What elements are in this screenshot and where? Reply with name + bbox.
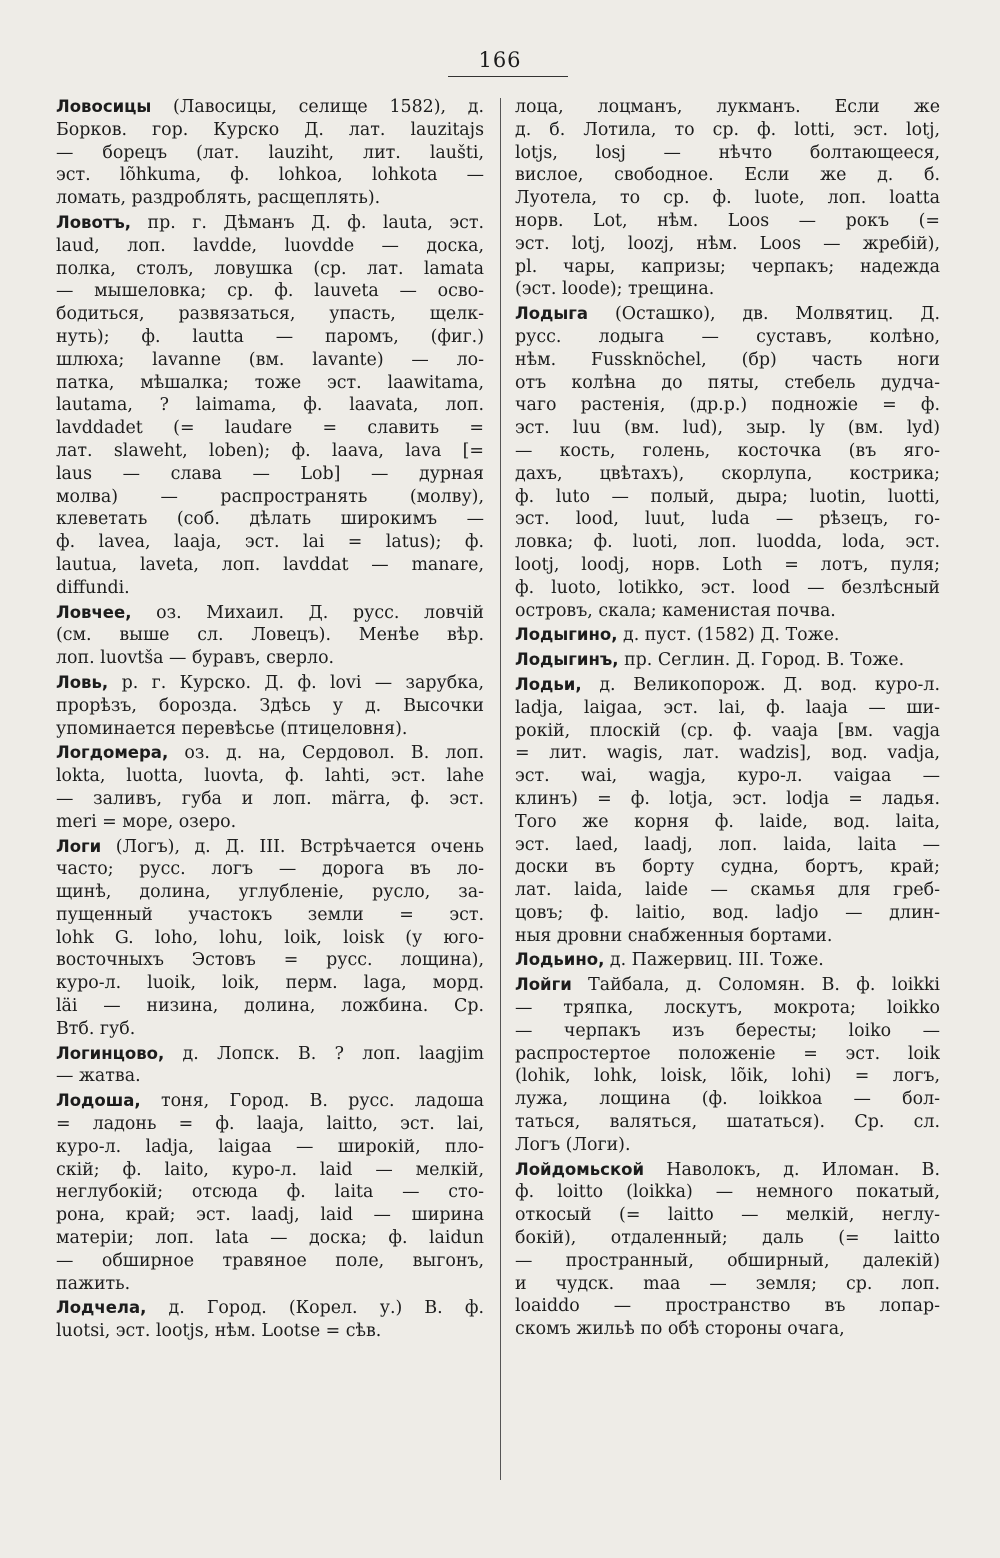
entry-text: лоца, лоцманъ, лукманъ. Если же	[515, 97, 940, 117]
header-rule	[448, 76, 568, 77]
entry-text: — жатва.	[56, 1066, 141, 1087]
entry-headword: Лодоша,	[56, 1091, 141, 1111]
entry-text: lootj, loodj, норв. Loth = лотъ, пуля;	[515, 554, 940, 575]
entry-line	[56, 303, 484, 326]
entry-line	[56, 1297, 484, 1320]
entry-line	[56, 508, 484, 531]
entry-line	[56, 1159, 484, 1182]
entry-text: lokta, luotta, luovta, ф. lahti, эст. lahe	[56, 766, 484, 787]
entry-line	[56, 280, 484, 303]
entry-line	[515, 278, 940, 301]
entry-text: клинъ) = ф. lotja, эст. lodja = ладья.	[515, 788, 940, 809]
entry-line	[56, 788, 484, 811]
entry-headword: Лодыгинъ,	[515, 650, 619, 670]
entry-text: Того же корня ф. laide, вод. laita,	[515, 811, 940, 832]
dictionary-entry	[56, 602, 484, 670]
entry-text: = ладонь = ф. laaja, laitto, эст. lai,	[56, 1114, 484, 1135]
entry-text: ныя дровни снабженныя бортами.	[515, 925, 833, 946]
entry-text: пажить.	[56, 1273, 131, 1294]
entry-line	[515, 856, 940, 879]
entry-text: ломать, раздроблять, расщеплять).	[56, 188, 381, 209]
entry-line	[515, 1181, 940, 1204]
entry-text: оз. д. на, Сердовол. В. лоп.	[168, 743, 484, 764]
entry-text: эст. luu (вм. lud), зыр. ly (вм. lyd)	[515, 418, 940, 439]
entry-line	[515, 624, 940, 647]
entry-text: цовъ; ф. laitio, вод. ladjo — длин-	[515, 902, 940, 923]
entry-line	[515, 508, 940, 531]
entry-line	[515, 811, 940, 834]
entry-text: эст. lotj, loozj, нѣм. Loos — жребій),	[515, 233, 940, 254]
entry-text: д. Лопск. В. ? лоп. laagjim	[164, 1043, 484, 1064]
entry-line	[515, 1134, 940, 1157]
entry-line	[56, 624, 484, 647]
entry-text: — пространный, обширный, далекій)	[515, 1250, 940, 1271]
entry-text: Логъ (Логи).	[515, 1134, 631, 1155]
entry-line	[56, 695, 484, 718]
dictionary-entry	[56, 742, 484, 833]
entry-text: оз. Михаил. Д. русс. ловчій	[131, 602, 484, 623]
entry-text: эст. laed, laadj, лоп. laida, laita —	[515, 834, 940, 855]
entry-text: пр. Сеглин. Д. Город. В. Тоже.	[618, 650, 905, 671]
entry-text: неглубокій; отсюда ф. laita — сто-	[56, 1182, 484, 1203]
entry-text: ф. lavea, laaja, эст. lai = latus); ф.	[56, 532, 484, 553]
entry-line	[56, 372, 484, 395]
dictionary-entry	[56, 212, 484, 600]
entry-line	[515, 649, 940, 672]
entry-text: Тайбала, д. Соломян. В. ф. loikki	[571, 975, 940, 996]
column-divider	[500, 98, 501, 1480]
entry-text: островъ, скала; каменистая почва.	[515, 600, 836, 621]
entry-line	[515, 486, 940, 509]
dictionary-entry	[515, 624, 940, 647]
entry-headword: Ловчее,	[56, 602, 132, 622]
entry-line	[56, 995, 484, 1018]
entry-text: вислое, свободное. Если же д. б.	[515, 165, 940, 186]
entry-line	[515, 349, 940, 372]
entry-text: Луотела, то ср. ф. luote, лоп. loatta	[515, 188, 940, 209]
entry-line	[56, 164, 484, 187]
entry-text: lotjs, losj — нѣчто болтающееся,	[515, 142, 940, 163]
entry-text: ф. luto — полый, дыра; luotin, luotti,	[515, 486, 940, 507]
entry-text: пущенный участокъ земли = эст.	[56, 904, 484, 925]
entry-text: diffundi.	[56, 577, 130, 598]
entry-text: тоня, Город. В. русс. ладоша	[140, 1091, 484, 1112]
entry-line	[515, 417, 940, 440]
entry-line	[515, 788, 940, 811]
entry-text: норв. Lot, нѣм. Loos — рокъ (=	[515, 210, 940, 231]
entry-text: (lohik, lohk, loisk, lõik, lohi) = логъ,	[515, 1066, 940, 1087]
entry-text: ф. loitto (loikka) — немного покатый,	[515, 1182, 940, 1203]
entry-line	[56, 531, 484, 554]
entry-text: лоп. luovtša — буравъ, сверло.	[56, 648, 335, 669]
entry-headword: Лодьи,	[515, 674, 582, 694]
entry-line	[515, 440, 940, 463]
entry-line	[56, 235, 484, 258]
entry-line	[56, 486, 484, 509]
entry-line	[56, 1227, 484, 1250]
right-column	[515, 96, 940, 1343]
entry-line	[56, 972, 484, 995]
entry-text: прорѣзъ, борозда. Здѣсь у д. Высочки	[56, 695, 484, 716]
entry-line	[515, 119, 940, 142]
entry-headword: Лойдомьской	[515, 1159, 645, 1179]
entry-line	[515, 879, 940, 902]
entry-line	[515, 372, 940, 395]
entry-text: куро-л. ladja, laigaa — широкій, пло-	[56, 1136, 484, 1157]
entry-line	[56, 577, 484, 600]
entry-line	[515, 949, 940, 972]
entry-text: д. Великопорож. Д. вод. куро-л.	[581, 674, 940, 695]
entry-text: таться, валяться, шататься). Ср. сл.	[515, 1112, 940, 1133]
entry-line	[56, 119, 484, 142]
entry-line	[56, 349, 484, 372]
dictionary-entry	[56, 1297, 484, 1343]
dictionary-entry	[56, 96, 484, 210]
entry-line	[515, 256, 940, 279]
entry-line	[56, 927, 484, 950]
entry-line	[515, 674, 940, 697]
entry-text: (Лавосицы, селище 1582), д.	[151, 97, 484, 117]
dictionary-entry	[515, 303, 940, 622]
entry-line	[515, 326, 940, 349]
entry-line	[56, 1018, 484, 1041]
entry-text: распростертое положеніе = эст. loik	[515, 1043, 940, 1064]
entry-text: доски въ борту судна, бортъ, край;	[515, 857, 940, 878]
entry-text: д. Город. (Корел. у.) В. ф.	[146, 1298, 484, 1319]
entry-line	[56, 417, 484, 440]
entry-line	[515, 1111, 940, 1134]
entry-line	[56, 96, 484, 119]
entry-text: — кость, голень, косточка (въ яго-	[515, 440, 940, 461]
entry-line	[56, 394, 484, 417]
entry-text: откосый (= laitto — мелкій, неглу-	[515, 1205, 940, 1226]
entry-text: lautama, ? laimama, ф. laavata, лоп.	[56, 395, 484, 416]
entry-text: щинѣ, долина, углубленіе, русло, за-	[56, 882, 484, 903]
entry-line	[56, 1204, 484, 1227]
entry-text: luotsi, эст. lootjs, нѣм. Lootse = сѣв.	[56, 1321, 382, 1342]
entry-headword: Лодчела,	[56, 1298, 147, 1318]
entry-text: лужа, лощина (ф. loikkoa — бол-	[515, 1089, 940, 1110]
dictionary-entry	[515, 1159, 940, 1341]
entry-text: д. б. Лотила, то ср. ф. lotti, эст. lotj,	[515, 119, 940, 140]
entry-line	[515, 600, 940, 623]
entry-line	[515, 997, 940, 1020]
entry-line	[56, 1136, 484, 1159]
entry-line	[56, 949, 484, 972]
entry-text: laus — слава — Lob] — дурная	[56, 463, 484, 484]
entry-line	[56, 672, 484, 695]
entry-line	[515, 1159, 940, 1182]
entry-text: рона, край; эст. laadj, laid — ширина	[56, 1205, 484, 1226]
entry-line	[515, 142, 940, 165]
entry-line	[56, 904, 484, 927]
entry-text: д. пуст. (1582) Д. Тоже.	[617, 625, 840, 646]
entry-line	[56, 1043, 484, 1066]
entry-text: Наволокъ, д. Иломан. В.	[644, 1159, 940, 1180]
entry-line	[56, 1113, 484, 1136]
entry-text: бодиться, развязаться, упасть, щелк-	[56, 304, 484, 325]
entry-line	[56, 1273, 484, 1296]
entry-headword: Лойги	[515, 975, 572, 995]
dictionary-entry	[515, 949, 940, 972]
dictionary-entry	[56, 1043, 484, 1089]
entry-text: lautua, laveta, лоп. lavddat — manare,	[56, 554, 484, 575]
entry-line	[56, 1090, 484, 1113]
entry-text: матеріи; лоп. lata — доска; ф. laidun	[56, 1228, 484, 1249]
entry-line	[56, 326, 484, 349]
entry-line	[56, 881, 484, 904]
entry-text: скій; ф. laito, куро-л. laid — мелкій,	[56, 1159, 484, 1180]
entry-headword: Ловотъ,	[56, 212, 132, 232]
entry-line	[515, 577, 940, 600]
entry-line	[56, 765, 484, 788]
entry-text: дахъ, цвѣтахъ), скорлупа, кострика;	[515, 463, 940, 484]
entry-line	[515, 742, 940, 765]
entry-text: русс. лодыга — суставъ, колѣно,	[515, 326, 940, 347]
entry-line	[515, 925, 940, 948]
entry-line	[515, 1065, 940, 1088]
entry-text: ловка; ф. luoti, лоп. luodda, loda, эст.	[515, 532, 940, 553]
entry-text: упоминается перевѣсье (птицеловня).	[56, 718, 408, 739]
entry-headword: Лодьино,	[515, 950, 605, 970]
entry-text: — черпакъ изъ бересты; loiko —	[515, 1020, 940, 1041]
entry-line	[56, 142, 484, 165]
entry-text: р. г. Курско. Д. ф. lovi — зарубка,	[108, 672, 484, 693]
entry-line	[515, 164, 940, 187]
entry-line	[56, 718, 484, 741]
entry-text: pl. чары, капризы; черпакъ; надежда	[515, 256, 940, 277]
entry-line	[515, 697, 940, 720]
entry-line	[515, 233, 940, 256]
entry-line	[56, 212, 484, 235]
entry-text: lavddadet (= laudare = славить =	[56, 418, 484, 439]
entry-text: (эст. loode); трещина.	[515, 279, 715, 300]
entry-line	[56, 554, 484, 577]
entry-line	[515, 554, 940, 577]
entry-text: бокій), отдаленный; даль (= laitto	[515, 1228, 940, 1249]
entry-line	[515, 531, 940, 554]
entry-text: нѣм. Fussknöchel, (бр) часть ноги	[515, 349, 940, 370]
dictionary-entry	[515, 974, 940, 1156]
entry-line	[515, 1273, 940, 1296]
entry-line	[56, 1320, 484, 1343]
entry-line	[56, 463, 484, 486]
entry-text: полка, столъ, ловушка (ср. лат. lamata	[56, 258, 484, 279]
entry-headword: Логинцово,	[56, 1043, 165, 1063]
entry-text: lohk G. loho, lohu, loik, loisk (у юго-	[56, 927, 484, 948]
entry-line	[515, 394, 940, 417]
entry-text: скомъ жильѣ по обѣ стороны очага,	[515, 1319, 845, 1340]
entry-line	[515, 1250, 940, 1273]
entry-line	[56, 1065, 484, 1088]
entry-line	[515, 1227, 940, 1250]
entry-headword: Лодыга	[515, 304, 589, 324]
dictionary-entry	[515, 649, 940, 672]
entry-line	[56, 858, 484, 881]
entry-text: ladja, laigaa, эст. lai, ф. laaja — ши-	[515, 697, 940, 718]
entry-line	[515, 303, 940, 326]
entry-line	[515, 974, 940, 997]
entry-text: куро-л. luoik, loik, перм. laga, морд.	[56, 973, 484, 994]
entry-line	[56, 440, 484, 463]
entry-line	[56, 187, 484, 210]
dictionary-entry	[515, 674, 940, 948]
entry-text: — борецъ (лат. lauziht, лит. laušti,	[56, 142, 484, 163]
dictionary-entry	[56, 672, 484, 740]
entry-text: пр. г. Дѣманъ Д. ф. lauta, эст.	[131, 212, 484, 233]
entry-text: ф. luoto, lotikko, эст. lood — безлѣсный	[515, 577, 940, 598]
entry-text: лат. laida, laide — скамья для греб-	[515, 880, 940, 901]
entry-line	[56, 1181, 484, 1204]
entry-text: отъ колѣна до пяты, стебель дудча-	[515, 372, 940, 393]
entry-text: молва) — распространять (молву),	[56, 486, 484, 507]
entry-text: meri = море, озеро.	[56, 811, 237, 832]
entry-line	[56, 1250, 484, 1273]
entry-headword: Логдомера,	[56, 743, 169, 763]
entry-line	[515, 1043, 940, 1066]
entry-text: läi — низина, долина, ложбина. Ср.	[56, 996, 484, 1017]
entry-line	[515, 1204, 940, 1227]
entry-line	[515, 834, 940, 857]
entry-text: эст. wai, wagja, куро-л. vaigaa —	[515, 766, 940, 787]
entry-text: д. Пажервиц. III. Тоже.	[604, 950, 824, 971]
entry-line	[515, 1318, 940, 1341]
dictionary-entry	[515, 96, 940, 301]
entry-headword: Логи	[56, 836, 102, 856]
entry-text: = лит. wagis, лат. wadzis], вод. vadja,	[515, 743, 940, 764]
entry-line	[56, 836, 484, 859]
entry-line	[515, 210, 940, 233]
entry-line	[56, 602, 484, 625]
entry-line	[56, 811, 484, 834]
entry-line	[515, 187, 940, 210]
entry-text: loaiddo — пространство въ лопар-	[515, 1296, 940, 1317]
entry-line	[56, 258, 484, 281]
entry-text: шлюха; lavanne (вм. lavante) — ло-	[56, 349, 484, 370]
entry-line	[515, 902, 940, 925]
entry-text: — заливъ, губа и лоп. märra, ф. эст.	[56, 788, 484, 809]
entry-text: эст. lõhkuma, ф. lohkoa, lohkota —	[56, 165, 484, 186]
dictionary-entry	[56, 1090, 484, 1295]
entry-text: — мышеловка; ср. ф. lauveta — осво-	[56, 281, 484, 302]
entry-text: часто; русс. логъ — дорога въ ло-	[56, 859, 484, 880]
entry-line	[56, 742, 484, 765]
entry-line	[515, 463, 940, 486]
entry-line	[515, 1088, 940, 1111]
entry-text: нуть); ф. lautta — паромъ, (фиг.)	[56, 326, 484, 347]
entry-text: laud, лоп. lavdde, luovdde — доска,	[56, 235, 484, 256]
entry-text: (Осташко), дв. Молвятиц. Д.	[588, 304, 940, 325]
entry-text: — тряпка, лоскутъ, мокрота; loikko	[515, 998, 940, 1019]
entry-text: эст. lood, luut, luda — рѣзецъ, го-	[515, 509, 940, 530]
entry-line	[515, 1020, 940, 1043]
entry-text: — обширное травяное поле, выгонъ,	[56, 1250, 484, 1271]
entry-text: Втб. губ.	[56, 1018, 136, 1039]
entry-line	[515, 96, 940, 119]
entry-line	[515, 1295, 940, 1318]
entry-text: и чудск. maa — земля; ср. лоп.	[515, 1273, 940, 1294]
entry-headword: Ловосицы	[56, 97, 152, 116]
page-number: 166	[478, 48, 522, 72]
entry-text: рокій, плоскій (ср. ф. vaaja [вм. vagja	[515, 720, 940, 741]
entry-text: патка, мѣшалка; тоже эст. laawitama,	[56, 372, 484, 393]
entry-line	[515, 765, 940, 788]
left-column	[56, 96, 484, 1345]
entry-line	[56, 647, 484, 670]
entry-headword: Ловь,	[56, 672, 109, 692]
entry-text: клеветать (соб. дѣлать широкимъ —	[56, 509, 484, 530]
entry-text: лат. slaweht, loben); ф. laava, lava [=	[56, 440, 484, 461]
entry-text: (см. выше сл. Ловецъ). Менѣе вѣр.	[56, 625, 484, 646]
entry-text: чаго растенія, (др.р.) подножіе = ф.	[515, 395, 940, 416]
entry-text: восточныхъ Эстовъ = русс. лощина),	[56, 950, 484, 971]
entry-text: Борков. гор. Курско Д. лат. lauzitajs	[56, 119, 484, 140]
dictionary-entry	[56, 836, 484, 1041]
entry-headword: Лодыгино,	[515, 625, 618, 645]
entry-text: (Логъ), д. Д. III. Встрѣчается очень	[101, 836, 484, 857]
entry-line	[515, 720, 940, 743]
